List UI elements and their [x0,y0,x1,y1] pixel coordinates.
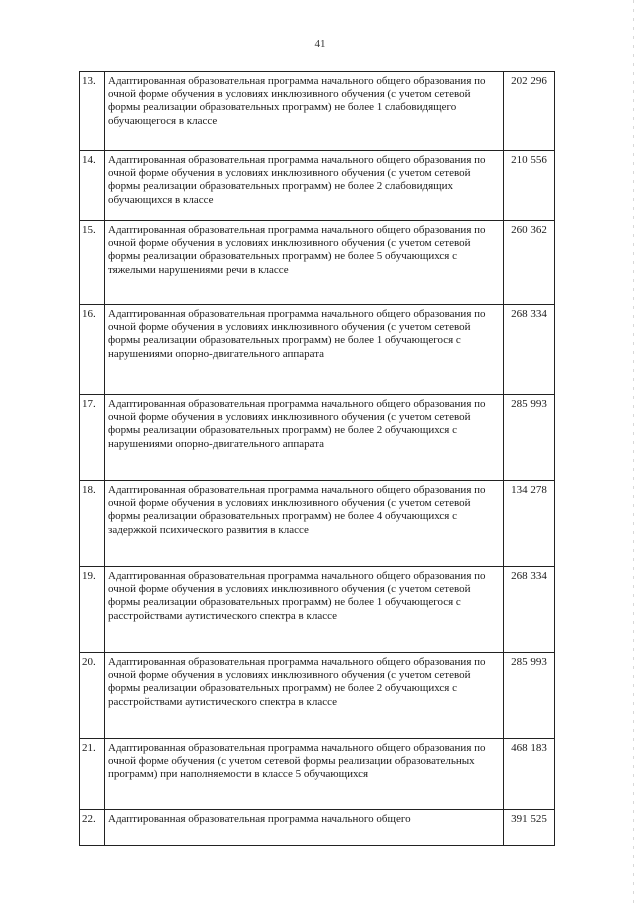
row-number: 13. [80,72,105,151]
row-number: 20. [80,653,105,739]
program-description: Адаптированная образовательная программа начального общего образования по очной форме обучения в условиях инклюзивного обучения (с учетом сетевой формы реализации образовательных программ) не более 4 обучающихся с задержкой психического развития в классе [105,481,504,567]
table-row [80,395,555,481]
cost-value: 268 334 [504,305,555,395]
program-description: Адаптированная образовательная программа начального общего образования по очной форме обучения (с учетом сетевой формы реализации образовательных программ) при наполняемости в классе 5 обучающихся [105,739,504,810]
program-description: Адаптированная образовательная программа начального общего образования по очной форме обучения в условиях инклюзивного обучения (с учетом сетевой формы реализации образовательных программ) не более 2 обучающихся с расстройствами аутистического спектра в классе [105,653,504,739]
cost-value: 210 556 [504,151,555,221]
cost-value: 285 993 [504,653,555,739]
program-description: Адаптированная образовательная программа начального общего образования по очной форме обучения в условиях инклюзивного обучения (с учетом сетевой формы реализации образовательных программ) не более 2 обучающихся с нарушениями опорно-двигательного аппарата [105,395,504,481]
program-description: Адаптированная образовательная программа начального общего образования по очной форме обучения в условиях инклюзивного обучения (с учетом сетевой формы реализации образовательных программ) не более 1 обучающегося с расстройствами аутистического спектра в классе [105,567,504,653]
table-row [80,72,555,151]
cost-value: 391 525 [504,810,555,846]
program-description: Адаптированная образовательная программа начального общего образования по очной форме обучения в условиях инклюзивного обучения (с учетом сетевой формы реализации образовательных программ) не более 1 обучающегося с нарушениями опорно-двигательного аппарата [105,305,504,395]
cost-value: 285 993 [504,395,555,481]
row-number: 15. [80,221,105,305]
table-row [80,151,555,221]
cost-value: 260 362 [504,221,555,305]
tariff-table [79,71,555,846]
row-number: 21. [80,739,105,810]
table-row [80,481,555,567]
program-description: Адаптированная образовательная программа начального общего образования по очной форме обучения в условиях инклюзивного обучения (с учетом сетевой формы реализации образовательных программ) не более 2 слабовидящих обучающихся в классе [105,151,504,221]
row-number: 18. [80,481,105,567]
row-number: 19. [80,567,105,653]
cost-value: 202 296 [504,72,555,151]
cost-value: 134 278 [504,481,555,567]
table-row [80,810,555,846]
cost-value: 468 183 [504,739,555,810]
row-number: 17. [80,395,105,481]
scan-edge-mark [633,0,634,905]
page-number: 41 [314,38,326,50]
program-description: Адаптированная образовательная программа начального общего образования по очной форме обучения в условиях инклюзивного обучения (с учетом сетевой формы реализации образовательных программ) не более 5 обучающихся с тяжелыми нарушениями речи в классе [105,221,504,305]
row-number: 16. [80,305,105,395]
table-row [80,221,555,305]
cost-value: 268 334 [504,567,555,653]
table-row [80,567,555,653]
program-description: Адаптированная образовательная программа начального общего образования по очной форме обучения в условиях инклюзивного обучения (с учетом сетевой формы реализации образовательных программ) не более 1 слабовидящего обучающегося в классе [105,72,504,151]
table-row [80,739,555,810]
program-description: Адаптированная образовательная программа начального общего [105,810,504,846]
table-row [80,653,555,739]
row-number: 22. [80,810,105,846]
row-number: 14. [80,151,105,221]
table-row [80,305,555,395]
